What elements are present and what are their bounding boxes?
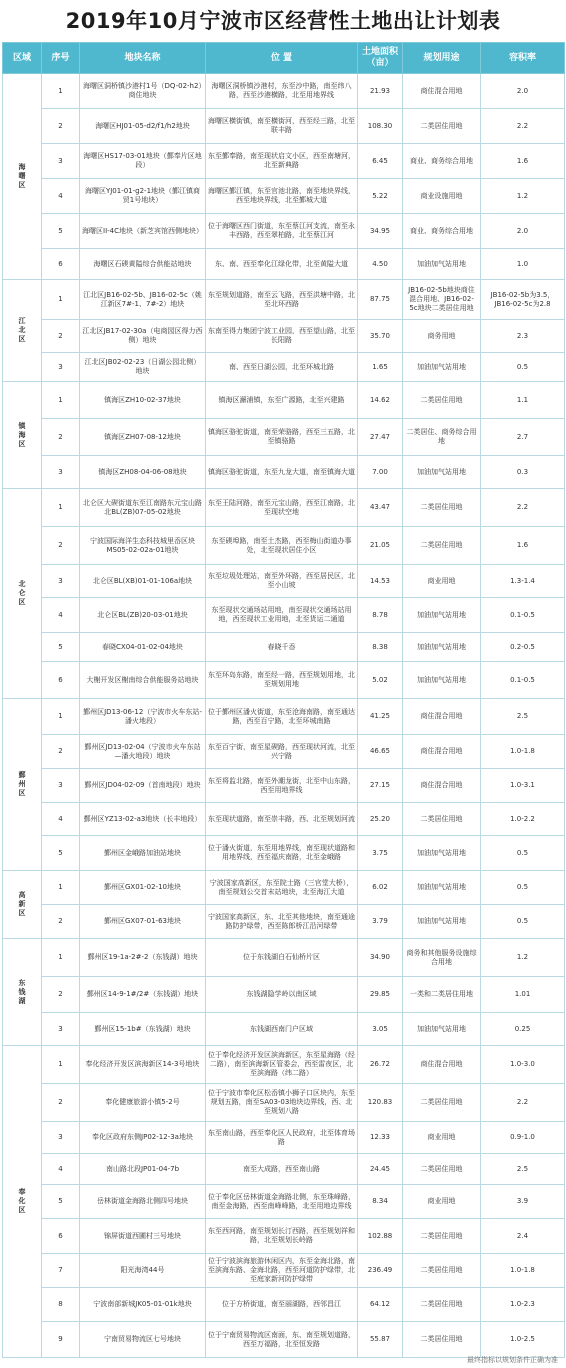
- area-cell: 6.45: [358, 144, 403, 179]
- seq-cell: 3: [42, 1013, 80, 1046]
- use-cell: 二类居住用地: [403, 803, 481, 836]
- table-row: [3, 109, 565, 144]
- use-cell: 加油加气站用地: [403, 353, 481, 382]
- location-cell: 东至西河路，南至规划长汀西路，西至规划祥和路，北至规划长岭路: [206, 1219, 358, 1254]
- area-cell: 120.83: [358, 1084, 403, 1122]
- seq-cell: 2: [42, 735, 80, 769]
- far-cell: 1.1: [481, 382, 565, 419]
- location-cell: 东至将监北路，南至外潮龙街，北至中山东路，西至用地界线: [206, 769, 358, 803]
- plot-name-cell: 锦屏街道西圃村三号地块: [80, 1219, 206, 1254]
- location-cell: 位于奉化区岳林街道金海路北侧，东至珠峰路，南至金海路，西至南峰峰路，北至用地边界线: [206, 1185, 358, 1219]
- use-cell: 商业用地: [403, 1122, 481, 1154]
- plot-name-cell: 海曙区HJ01-05-d2/f1/h2地块: [80, 109, 206, 144]
- location-cell: 东至南山路，西至奉化区人民政府，北至体育场路: [206, 1122, 358, 1154]
- location-cell: 东至规划道路，南至云飞路，西至洪塘中路，北至北环西路: [206, 280, 358, 320]
- far-cell: 2.3: [481, 320, 565, 353]
- area-cell: 5.22: [358, 179, 403, 214]
- area-cell: 26.72: [358, 1046, 403, 1084]
- seq-cell: 4: [42, 179, 80, 214]
- use-cell: 商住混合用地: [403, 769, 481, 803]
- use-cell: 加油加气站用地: [403, 1013, 481, 1046]
- table-row: [3, 977, 565, 1013]
- seq-cell: 5: [42, 214, 80, 249]
- plot-name-cell: 镇海区ZH10-02-37地块: [80, 382, 206, 419]
- seq-cell: 1: [42, 939, 80, 977]
- district-cell: 江 北 区: [3, 280, 42, 382]
- plot-name-cell: 海曙区HS17-03-01地块（鄞奉片区地段）: [80, 144, 206, 179]
- header-name: 地块名称: [80, 43, 206, 74]
- location-cell: 位于奉化经济开发区滨海新区，东至星海路（经二路），南至滨海新区管委会，西至雷夜区，北至滨海路（纬二路）: [206, 1046, 358, 1084]
- far-cell: 0.5: [481, 905, 565, 939]
- seq-cell: 1: [42, 1046, 80, 1084]
- plot-name-cell: 宁波国际海洋生态科技城里岙区块MS05-02-02a-01地块: [80, 527, 206, 565]
- location-cell: 东至垃圾处理站，南至外环路，西至居民区，北至小山坡: [206, 565, 358, 598]
- land-plan-table: [2, 42, 565, 1358]
- area-cell: 27.47: [358, 419, 403, 456]
- plot-name-cell: 鄞州区GX07-01-63地块: [80, 905, 206, 939]
- table-row: [3, 836, 565, 871]
- plot-name-cell: 江北区JB02-02-23（日湖公园北侧）地块: [80, 353, 206, 382]
- plot-name-cell: 宁南贸易物流区七号地块: [80, 1322, 206, 1358]
- table-row: [3, 419, 565, 456]
- table-row: [3, 769, 565, 803]
- use-cell: 商业设施用地: [403, 179, 481, 214]
- use-cell: 商住混合用地: [403, 735, 481, 769]
- table-row: [3, 353, 565, 382]
- table-row: [3, 320, 565, 353]
- use-cell: 商住混合用地: [403, 699, 481, 735]
- header-seq: 序号: [42, 43, 80, 74]
- location-cell: 位于潘火街道，东至用地界线，南至现状道路和用地界线，西至福庆南路，北至金峨路: [206, 836, 358, 871]
- seq-cell: 5: [42, 633, 80, 662]
- area-cell: 41.25: [358, 699, 403, 735]
- district-cell: 奉 化 区: [3, 1046, 42, 1358]
- area-cell: 3.05: [358, 1013, 403, 1046]
- seq-cell: 6: [42, 662, 80, 699]
- table-row: [3, 1013, 565, 1046]
- area-cell: 29.85: [358, 977, 403, 1013]
- location-cell: 东至百宁街，南至星碶路，西至现状河流，北至兴宁路: [206, 735, 358, 769]
- table-row: [3, 565, 565, 598]
- district-cell: 镇 海 区: [3, 382, 42, 489]
- header-area: 土地面积（亩）: [358, 43, 403, 74]
- far-cell: 0.25: [481, 1013, 565, 1046]
- use-cell: 加油加气站用地: [403, 836, 481, 871]
- table-row: [3, 1084, 565, 1122]
- area-cell: 24.45: [358, 1154, 403, 1185]
- use-cell: 二类居住用地: [403, 109, 481, 144]
- area-cell: 27.15: [358, 769, 403, 803]
- area-cell: 7.00: [358, 456, 403, 489]
- footer-note: 最终指标以规划条件正确为准: [467, 1356, 558, 1364]
- seq-cell: 1: [42, 699, 80, 735]
- plot-name-cell: 春晓CX04-01-02-04地块: [80, 633, 206, 662]
- seq-cell: 2: [42, 977, 80, 1013]
- page-title: 2019年10月宁波市区经营性土地出让计划表: [65, 9, 501, 33]
- use-cell: 二类居住、商务综合用地: [403, 419, 481, 456]
- plot-name-cell: 奉化区政府东侧JP02-12-3a地块: [80, 1122, 206, 1154]
- plot-name-cell: 北仑区大碶街道东至江南路东元宝山路北BL(ZB)07-05-02地块: [80, 489, 206, 527]
- area-cell: 3.79: [358, 905, 403, 939]
- use-cell: 二类居住用地: [403, 489, 481, 527]
- plot-name-cell: 海曙区洞桥镇沙港村1号（DQ-02-h2）商住地块: [80, 74, 206, 109]
- table-row: [3, 905, 565, 939]
- far-cell: 2.2: [481, 109, 565, 144]
- far-cell: 1.6: [481, 144, 565, 179]
- header-use: 规划用途: [403, 43, 481, 74]
- far-cell: 2.0: [481, 214, 565, 249]
- location-cell: 宁波国家高新区，东至院士路（三官堂大桥），南至规划公交首末站地块，北至海江大道: [206, 871, 358, 905]
- location-cell: 东钱湖隐学岭以南区域: [206, 977, 358, 1013]
- table-row: [3, 735, 565, 769]
- seq-cell: 2: [42, 109, 80, 144]
- use-cell: 加油加气站用地: [403, 871, 481, 905]
- far-cell: 0.1-0.5: [481, 598, 565, 633]
- district-cell: 东 钱 湖: [3, 939, 42, 1046]
- location-cell: 位于宁波市奉化区松岙镇小狮子口区块内，东至规划五路，南至SA03-03地块边界线，西、北至规划八路: [206, 1084, 358, 1122]
- far-cell: 2.5: [481, 699, 565, 735]
- plot-name-cell: 鄞州区金峨路加油站地块: [80, 836, 206, 871]
- table-row: [3, 1288, 565, 1322]
- far-cell: 1.0-2.2: [481, 803, 565, 836]
- table-row: [3, 1185, 565, 1219]
- area-cell: 35.70: [358, 320, 403, 353]
- location-cell: 海曙区洞桥镇沙港村，东至沙中路，南至纬八路，西至沙港横路，北至用地界线: [206, 74, 358, 109]
- location-cell: 位于宁波滨海旅游休闲区内，东至金海北路，南至滨海东路、金海北路，西至河道防护绿带，北至庭家新河防护绿带: [206, 1254, 358, 1288]
- location-cell: 镇海区澥浦镇，东至广源路，北至兴建路: [206, 382, 358, 419]
- seq-cell: 3: [42, 353, 80, 382]
- location-cell: 位于东钱湖白石仙桥片区: [206, 939, 358, 977]
- plot-name-cell: 鄞州区15-1b#（东钱湖）地块: [80, 1013, 206, 1046]
- seq-cell: 9: [42, 1322, 80, 1358]
- area-cell: 14.53: [358, 565, 403, 598]
- area-cell: 5.02: [358, 662, 403, 699]
- table-header-row: [3, 43, 565, 74]
- use-cell: 二类居住用地: [403, 382, 481, 419]
- location-cell: 位于鄞州区潘火街道，东至沧海南路，南至通达路，西至百宁路，北至环城南路: [206, 699, 358, 735]
- plot-name-cell: 鄞州区JD04-02-09（首南地段）地块: [80, 769, 206, 803]
- district-cell: 北 仑 区: [3, 489, 42, 699]
- use-cell: 二类居住用地: [403, 1084, 481, 1122]
- far-cell: 2.2: [481, 1084, 565, 1122]
- area-cell: 21.05: [358, 527, 403, 565]
- area-cell: 87.75: [358, 280, 403, 320]
- location-cell: 镇海区骆驼街道，南至荣骆路，西至三五路，北至镇骆路: [206, 419, 358, 456]
- area-cell: 8.38: [358, 633, 403, 662]
- area-cell: 43.47: [358, 489, 403, 527]
- far-cell: 0.5: [481, 353, 565, 382]
- area-cell: 3.75: [358, 836, 403, 871]
- seq-cell: 1: [42, 74, 80, 109]
- far-cell: 0.2-0.5: [481, 633, 565, 662]
- table-row: [3, 1122, 565, 1154]
- table-row: [3, 382, 565, 419]
- use-cell: 二类居住用地: [403, 1322, 481, 1358]
- seq-cell: 2: [42, 527, 80, 565]
- seq-cell: 4: [42, 1154, 80, 1185]
- table-row: [3, 179, 565, 214]
- plot-name-cell: 江北区JB17-02-30a（电商园区得力西侧）地块: [80, 320, 206, 353]
- area-cell: 108.30: [358, 109, 403, 144]
- plot-name-cell: 海曙区YJ01-01-g2-1地块（鄞江镇商贸1号地块）: [80, 179, 206, 214]
- seq-cell: 3: [42, 565, 80, 598]
- location-cell: 春晓千岙: [206, 633, 358, 662]
- plot-name-cell: 鄞州区14-9-1#/2#（东钱湖）地块: [80, 977, 206, 1013]
- table-row: [3, 1154, 565, 1185]
- far-cell: 1.2: [481, 179, 565, 214]
- district-cell: 高 新 区: [3, 871, 42, 939]
- seq-cell: 1: [42, 489, 80, 527]
- table-row: [3, 249, 565, 280]
- far-cell: 1.0-1.8: [481, 735, 565, 769]
- area-cell: 34.90: [358, 939, 403, 977]
- area-cell: 55.87: [358, 1322, 403, 1358]
- use-cell: 商务用地: [403, 320, 481, 353]
- area-cell: 25.20: [358, 803, 403, 836]
- table-row: [3, 1254, 565, 1288]
- plot-name-cell: 镇海区ZH08-04-06-08地块: [80, 456, 206, 489]
- table-row: [3, 871, 565, 905]
- use-cell: 二类居住用地: [403, 1254, 481, 1288]
- use-cell: 二类居住用地: [403, 1219, 481, 1254]
- use-cell: 加油加气站用地: [403, 456, 481, 489]
- far-cell: 0.1-0.5: [481, 662, 565, 699]
- use-cell: 加油加气站用地: [403, 249, 481, 280]
- location-cell: 东至现状道路，南至崇丰路，西、北至规划河流: [206, 803, 358, 836]
- location-cell: 镇海区骆驼街道，东至九龙大道，南至镇海大道: [206, 456, 358, 489]
- plot-name-cell: 鄞州区GX01-02-10地块: [80, 871, 206, 905]
- plot-name-cell: 鄞州区19-1a-2#-2（东钱湖）地块: [80, 939, 206, 977]
- area-cell: 34.95: [358, 214, 403, 249]
- table-row: [3, 527, 565, 565]
- table-row: [3, 939, 565, 977]
- far-cell: 1.2: [481, 939, 565, 977]
- far-cell: 1.0: [481, 249, 565, 280]
- use-cell: 二类居住用地: [403, 1288, 481, 1322]
- use-cell: 二类居住用地: [403, 1154, 481, 1185]
- far-cell: 1.0-2.5: [481, 1322, 565, 1358]
- plot-name-cell: 南山路北段JP01-04-7b: [80, 1154, 206, 1185]
- seq-cell: 3: [42, 456, 80, 489]
- seq-cell: 1: [42, 382, 80, 419]
- plot-name-cell: 奉化健康旅游小镇5-2号: [80, 1084, 206, 1122]
- seq-cell: 5: [42, 1185, 80, 1219]
- use-cell: 加油加气站用地: [403, 905, 481, 939]
- table-row: [3, 1219, 565, 1254]
- seq-cell: 3: [42, 769, 80, 803]
- seq-cell: 2: [42, 320, 80, 353]
- plot-name-cell: 镇海区ZH07-08-12地块: [80, 419, 206, 456]
- location-cell: 位于方桥街道，南至丽湖路，西邻昌江: [206, 1288, 358, 1322]
- table-row: [3, 598, 565, 633]
- plot-name-cell: 奉化经济开发区滨海新区14-3号地块: [80, 1046, 206, 1084]
- plot-name-cell: 阳光海湾44号: [80, 1254, 206, 1288]
- location-cell: 东、南、西至奉化江绿化带，北至黄隘大道: [206, 249, 358, 280]
- seq-cell: 3: [42, 144, 80, 179]
- use-cell: 商住混合用地: [403, 74, 481, 109]
- seq-cell: 3: [42, 1122, 80, 1154]
- use-cell: 二类居住用地: [403, 527, 481, 565]
- seq-cell: 6: [42, 1219, 80, 1254]
- table-row: [3, 1046, 565, 1084]
- far-cell: 1.01: [481, 977, 565, 1013]
- area-cell: 6.02: [358, 871, 403, 905]
- seq-cell: 1: [42, 871, 80, 905]
- use-cell: 加油加气站用地: [403, 598, 481, 633]
- header-far: 容积率: [481, 43, 565, 74]
- far-cell: JB16-02-5b为3.5，JB16-02-5c为2.8: [481, 280, 565, 320]
- far-cell: 1.0-3.0: [481, 1046, 565, 1084]
- area-cell: 8.78: [358, 598, 403, 633]
- far-cell: 0.5: [481, 836, 565, 871]
- table-row: [3, 456, 565, 489]
- use-cell: JB16-02-5b地块商住混合用地、JB16-02-5c地块二类居住用地: [403, 280, 481, 320]
- use-cell: 商业、商务综合用地: [403, 144, 481, 179]
- use-cell: 一类和二类居住用地: [403, 977, 481, 1013]
- far-cell: 0.3: [481, 456, 565, 489]
- seq-cell: 1: [42, 280, 80, 320]
- far-cell: 1.0-1.8: [481, 1254, 565, 1288]
- area-cell: 236.49: [358, 1254, 403, 1288]
- seq-cell: 2: [42, 905, 80, 939]
- location-cell: 位于宁南贸易物流区南面，东、南至规划道路，西至万福路，北至恒发路: [206, 1322, 358, 1358]
- seq-cell: 7: [42, 1254, 80, 1288]
- district-cell: 海 曙 区: [3, 74, 42, 280]
- use-cell: 商务和其他服务设施综合用地: [403, 939, 481, 977]
- plot-name-cell: 鄞州区JD13-06-12（宁波市火车东站-潘火地段）: [80, 699, 206, 735]
- seq-cell: 6: [42, 249, 80, 280]
- area-cell: 1.65: [358, 353, 403, 382]
- area-cell: 21.93: [358, 74, 403, 109]
- seq-cell: 2: [42, 419, 80, 456]
- area-cell: 102.88: [358, 1219, 403, 1254]
- location-cell: 东至现状交通场站用地，南至现状交通场站用地，西至现状工业用地，北至货运二通道: [206, 598, 358, 633]
- location-cell: 东钱湖西南门户区域: [206, 1013, 358, 1046]
- table-row: [3, 214, 565, 249]
- seq-cell: 4: [42, 803, 80, 836]
- location-cell: 东南至得力集团宁波工业园，西至望山路，北至长阳路: [206, 320, 358, 353]
- far-cell: 2.0: [481, 74, 565, 109]
- location-cell: 东至鄞奉路，南至现状启文小区，西至南塘河，北至新典路: [206, 144, 358, 179]
- far-cell: 0.9-1.0: [481, 1122, 565, 1154]
- use-cell: 商住混合用地: [403, 1046, 481, 1084]
- seq-cell: 2: [42, 1084, 80, 1122]
- location-cell: 海曙区鄞江镇，东至官池北路，南至地块界线，西至地块界线，北至鄞城大道: [206, 179, 358, 214]
- far-cell: 1.0-2.3: [481, 1288, 565, 1322]
- seq-cell: 8: [42, 1288, 80, 1322]
- far-cell: 1.0-3.1: [481, 769, 565, 803]
- header-district: 区域: [3, 43, 42, 74]
- location-cell: 南、西至日湖公园，北至环城北路: [206, 353, 358, 382]
- plot-name-cell: 宁波南部新城JK05-01-01k地块: [80, 1288, 206, 1322]
- plot-name-cell: 北仑区BL(XB)01-01-106a地块: [80, 565, 206, 598]
- use-cell: 商业用地: [403, 565, 481, 598]
- far-cell: 2.7: [481, 419, 565, 456]
- table-row: [3, 803, 565, 836]
- far-cell: 0.5: [481, 871, 565, 905]
- area-cell: 46.65: [358, 735, 403, 769]
- plot-name-cell: 海曙区石碶黄隘综合供能站地块: [80, 249, 206, 280]
- area-cell: 64.12: [358, 1288, 403, 1322]
- plot-name-cell: 岳林街道金海路北侧四号地块: [80, 1185, 206, 1219]
- plot-name-cell: 海曙区II-4C地块（新芝宾馆西侧地块）: [80, 214, 206, 249]
- use-cell: 加油加气站用地: [403, 633, 481, 662]
- plot-name-cell: 大榭开发区榭南综合供能服务站地块: [80, 662, 206, 699]
- location-cell: 南至大成路，西至南山路: [206, 1154, 358, 1185]
- use-cell: 商业、商务综合用地: [403, 214, 481, 249]
- table-row: [3, 699, 565, 735]
- district-cell: 鄞 州 区: [3, 699, 42, 871]
- plot-name-cell: 鄞州区YZ13-02-a3地块（长丰地段）: [80, 803, 206, 836]
- far-cell: 1.6: [481, 527, 565, 565]
- use-cell: 加油加气站用地: [403, 662, 481, 699]
- area-cell: 12.33: [358, 1122, 403, 1154]
- table-body: [3, 74, 565, 1358]
- table-row: [3, 144, 565, 179]
- location-cell: 东至环岛东路，南至经一路，西至规划用地，北至规划用地: [206, 662, 358, 699]
- plot-name-cell: 鄞州区JD13-02-04（宁波市火车东站—潘火地段）地块: [80, 735, 206, 769]
- use-cell: 商业用地: [403, 1185, 481, 1219]
- location-cell: 海曙区横街镇，南至横街河，西至经三路，北至联丰路: [206, 109, 358, 144]
- location-cell: 宁波国家高新区，东、北至其他地块，南至通途路防护绿带，西至陈郎桥江沿河绿带: [206, 905, 358, 939]
- far-cell: 3.9: [481, 1185, 565, 1219]
- far-cell: 2.2: [481, 489, 565, 527]
- plot-name-cell: 北仑区BL(ZB)20-03-01地块: [80, 598, 206, 633]
- table-row: [3, 74, 565, 109]
- header-location: 位 置: [206, 43, 358, 74]
- seq-cell: 4: [42, 598, 80, 633]
- table-row: [3, 633, 565, 662]
- table-row: [3, 1322, 565, 1358]
- plot-name-cell: 江北区JB16-02-5b、JB16-02-5c（姚江新区7#-1、7#-2）地块: [80, 280, 206, 320]
- location-cell: 位于海曙区西门街道，东至蔡江河支流，南至永丰西路，西至翠柏路，北至蔡江河: [206, 214, 358, 249]
- far-cell: 2.5: [481, 1154, 565, 1185]
- far-cell: 1.3-1.4: [481, 565, 565, 598]
- location-cell: 东至碶埠路，南至土杰路，西至梅山街道办事处，北至现状居住小区: [206, 527, 358, 565]
- area-cell: 4.50: [358, 249, 403, 280]
- far-cell: 2.4: [481, 1219, 565, 1254]
- area-cell: 14.62: [358, 382, 403, 419]
- area-cell: 8.34: [358, 1185, 403, 1219]
- table-row: [3, 662, 565, 699]
- table-row: [3, 280, 565, 320]
- location-cell: 东至王陆河路，南至元宝山路，西至江南路，北至现状空地: [206, 489, 358, 527]
- seq-cell: 5: [42, 836, 80, 871]
- table-row: [3, 489, 565, 527]
